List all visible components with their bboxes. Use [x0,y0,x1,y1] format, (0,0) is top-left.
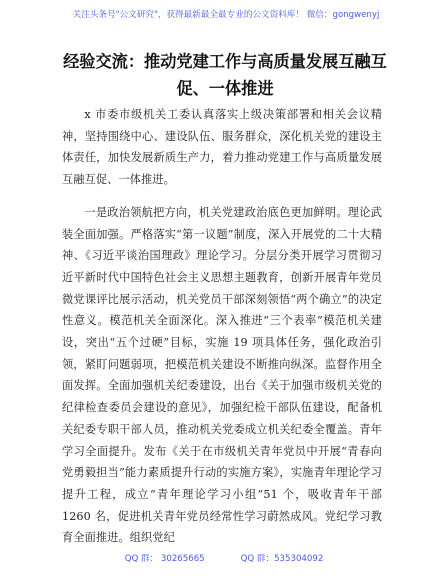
footer-qq-group-2: QQ 群：535304092 [240,554,324,564]
document-body [62,104,382,549]
footer [0,552,448,564]
footer-qq-group-1: QQ 群： 30265665 [124,554,205,564]
document-title: 经验交流：推动党建工作与高质量发展互融互促、一体推进 [63,52,387,98]
banner-text: 关注头条号"公文研究"，获得最新最全最专业的公文资料库！ 微信：gongwenyj [72,10,380,20]
paragraph-section-one: 一是政治领航把方向，机关党建政治底色更加鲜明。理论武装全面加强。严格落实“第一议题”制度，深入开展党的二十大精神、《习近平谈治国理政》理论学习。分层分类开展学习贯彻习近平新时代中国特色社会主义思想主题教育，创新开展青年党员微党课评比展示活动，机关党员干部深刻领悟“两个确立”的决定性意义。模范机关全面深化。深入推进“三个表率”模范机关建设，突出“五个过硬”目标，实施 19 项具体任务，强化政治引领，紧盯问题弱项，把模范机关建设不断推向纵深。监督作用全面发挥。全面加强机关纪委建设，出台《关于加强市级机关党的纪律检查委员会建设的意见》，加强纪检干部队伍建设，配备机关纪委专职干部人员，推动机关党委成立机关纪委全覆盖。青年学习全面提升。发布《关于在市级机关青年党员中开展“青春向党勇毅担当”能力素质提升行动的实施方案》，实施青年理论学习提升工程，成立“青年理论学习小组”51 个，吸收青年干部 1260 名，促进机关青年党员经常性学习蔚然成风。党纪学习教育全面推进。组织党纪 [62,205,382,545]
paragraph-intro: x 市委市级机关工委认真落实上级决策部署和相关会议精神，坚持围绕中心、建设队伍、服务群众，深化机关党的建设主体责任，加快发展新质生产力，着力推动党建工作与高质量发展互融互促、一体推进。 [62,108,382,187]
top-banner [0,0,448,28]
